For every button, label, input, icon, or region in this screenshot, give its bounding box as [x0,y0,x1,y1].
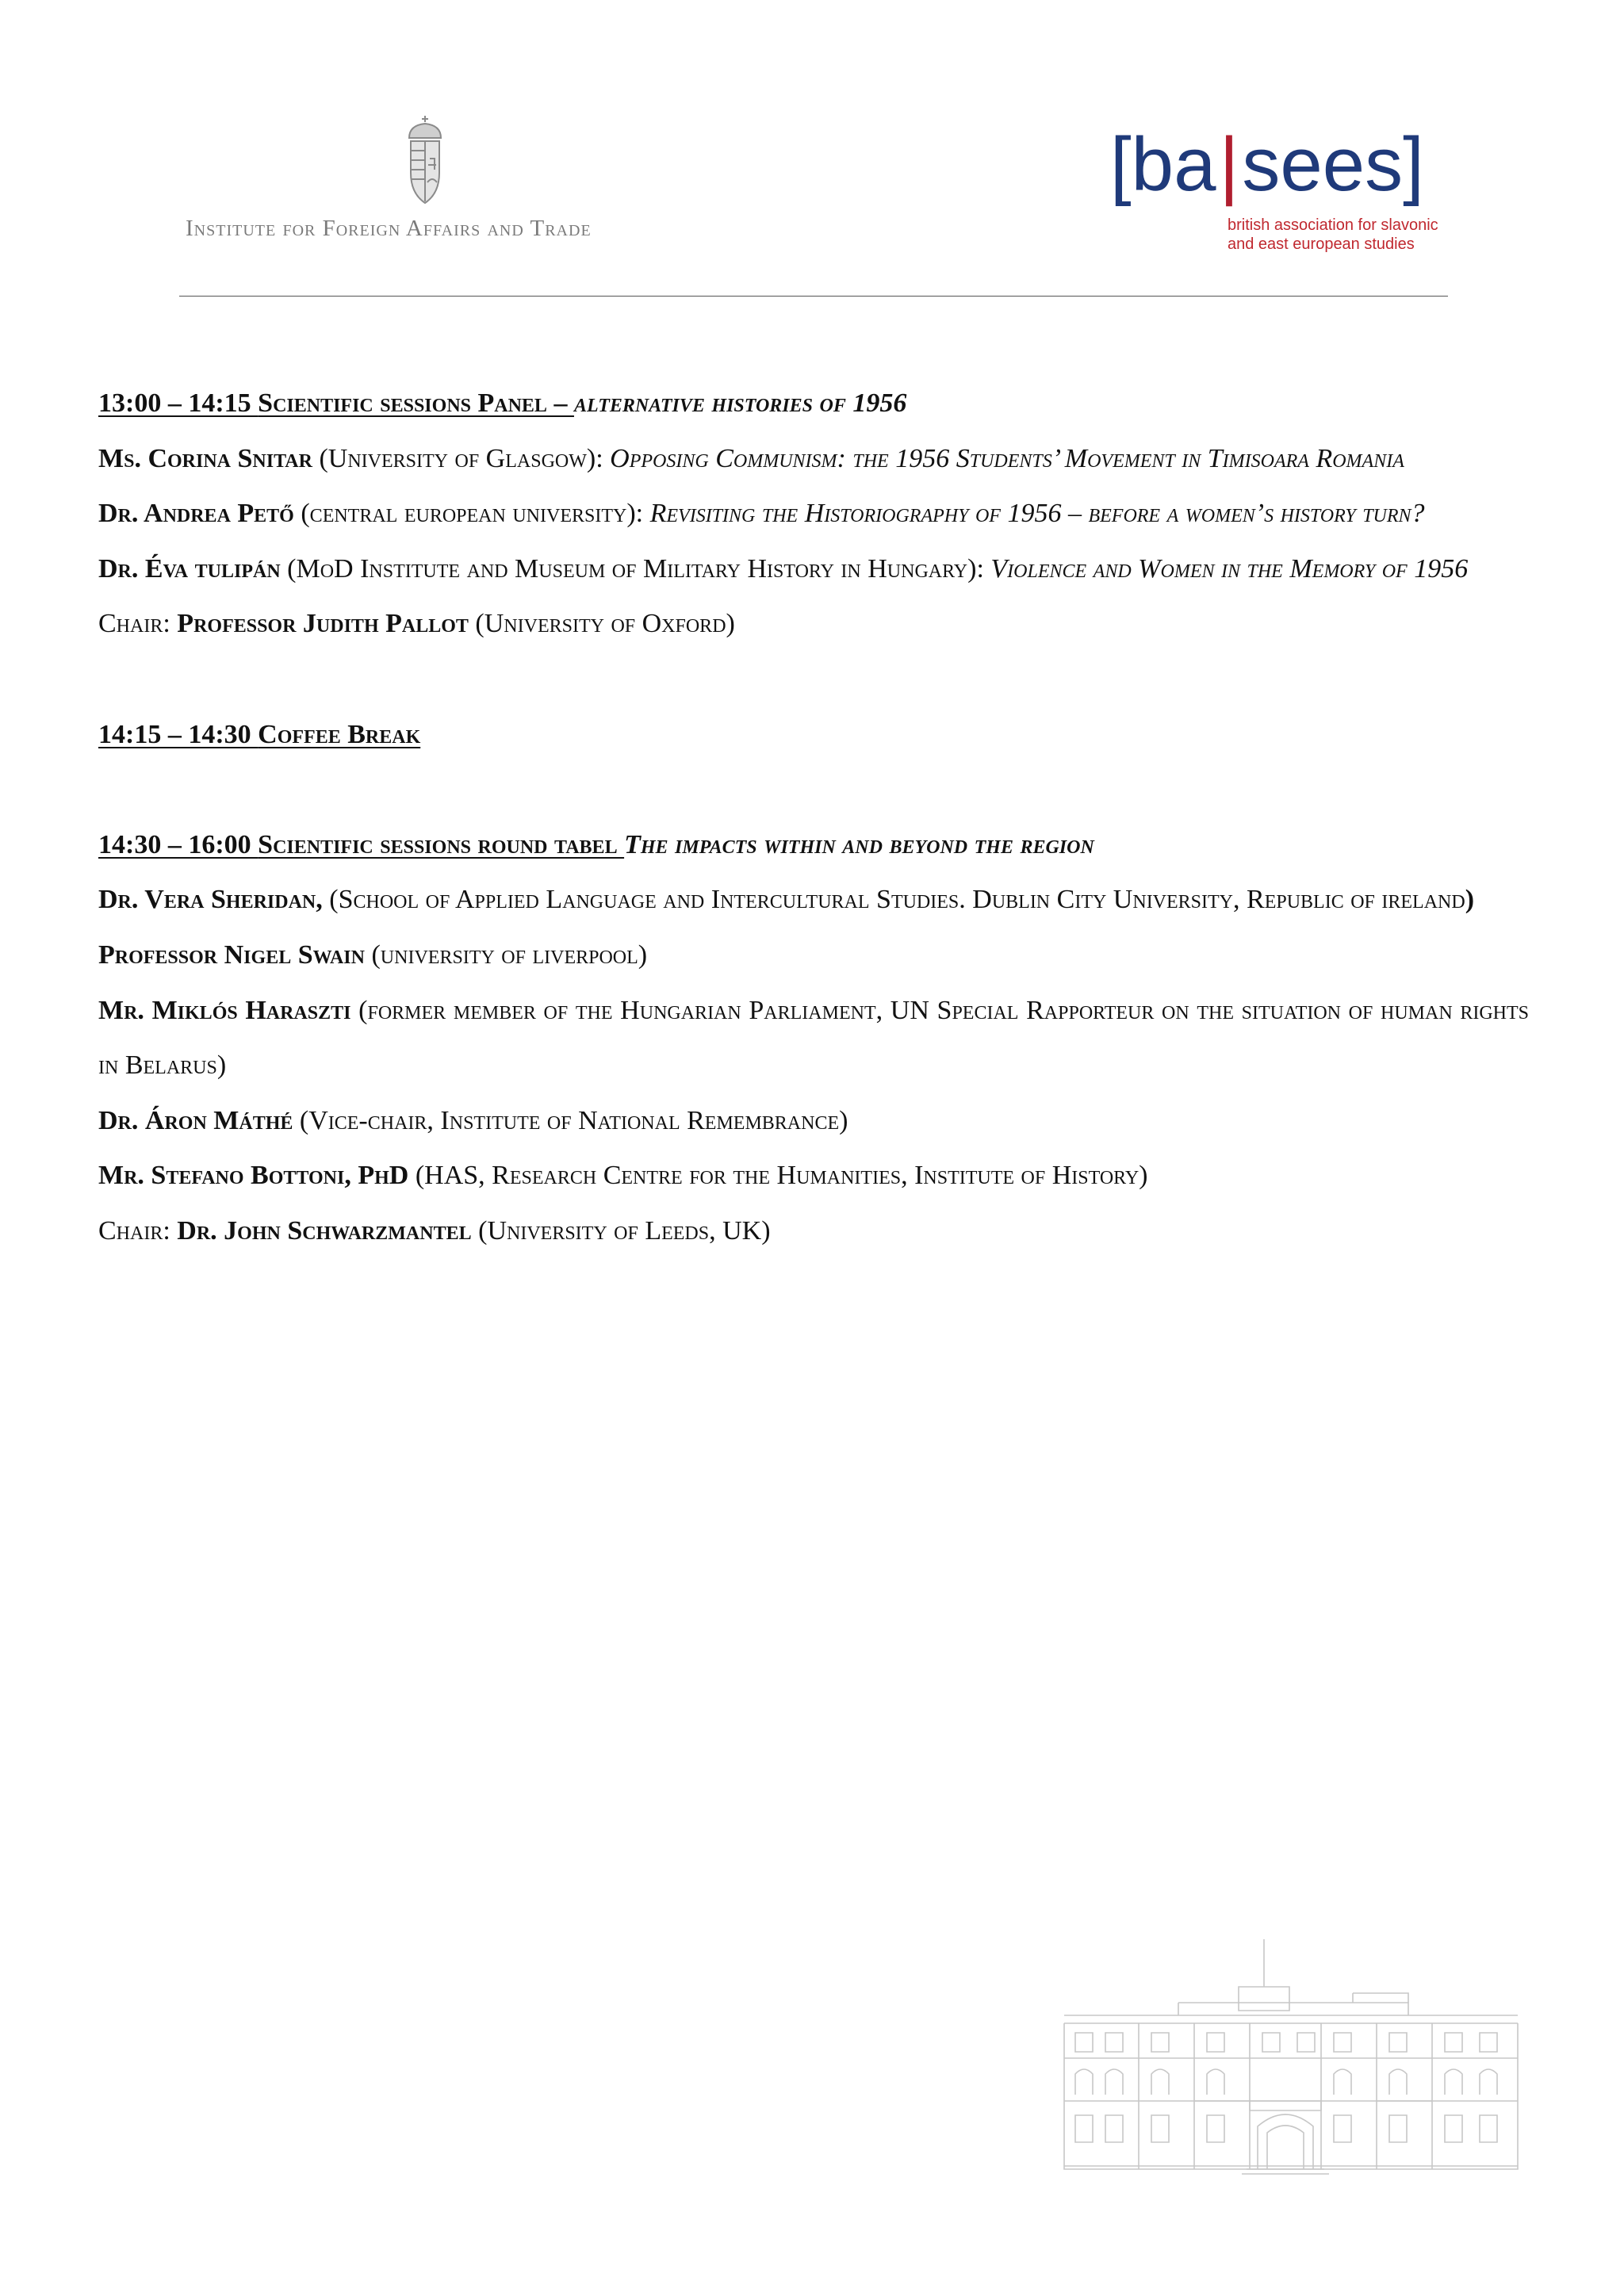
spacer [98,652,1529,707]
basees-bracket-open: [ [1110,122,1132,207]
session-1-heading [98,376,1529,431]
basees-logo [1110,117,1438,260]
session-2-theme: The impacts within and beyond the region [624,829,1094,859]
speaker-affiliation: (Vice-chair, Institute of National Remembrance) [293,1105,848,1135]
speaker-affiliation: (university of liverpool) [364,939,648,970]
speaker-name: Mr. Stefano Bottoni, PhD [98,1161,409,1191]
speaker-affiliation: (HAS, Research Centre for the Humanities, Institute of History) [408,1161,1148,1191]
chair-label: Chair: [98,1215,178,1246]
basees-part-ba: ba [1131,122,1216,207]
speaker-affiliation: (University of Glasgow): [312,443,611,473]
break-heading [98,707,1529,763]
speaker-affiliation: (central european university): [293,499,650,529]
session-1-speaker [98,431,1529,487]
chair-name: Dr. John Schwarzmantel [177,1215,472,1246]
speaker-name: Dr. Áron Máthé [98,1105,293,1135]
speaker-name: Dr. Andrea Pető [98,499,294,529]
session-2-speaker [98,1093,1529,1149]
speaker-name: Mr. Miklós Haraszti [98,995,351,1025]
session-2-speaker [98,928,1529,983]
break-title: Coffee Break [258,719,421,749]
session-2-title: Scientific sessions round tabel [258,829,625,859]
header-divider [179,296,1448,297]
session-1-chair [98,596,1529,652]
speaker-name: Ms. Corina Snitar [98,443,312,473]
session-2-chair [98,1203,1529,1259]
chair-affiliation: (University of Oxford) [468,609,735,639]
chair-affiliation: (University of Leeds, UK) [471,1215,771,1246]
session-1-title: Scientific sessions Panel – [258,388,574,418]
chair-label: Chair: [98,609,178,639]
session-1-time: 13:00 – 14:15 [98,388,259,418]
basees-part-sees: sees [1242,122,1404,207]
session-2-heading [98,817,1529,873]
session-1-speaker [98,541,1529,597]
session-2-speaker [98,1148,1529,1203]
break-time: 14:15 – 14:30 [98,719,259,749]
basees-bracket-close: ] [1403,122,1424,207]
basees-subtitle [1228,216,1438,254]
chair-name: Professor Judith Pallot [177,609,469,639]
session-2-time: 14:30 – 16:00 [98,829,259,859]
speaker-name: Dr. Vera Sheridan, [98,885,323,915]
building-watermark-image [1059,1939,1522,2177]
speaker-affiliation: (MoD Institute and Museum of Military History in Hungary): [280,553,991,584]
talk-title: Revisiting the Historiography of 1956 – before a women’s history turn? [649,499,1425,529]
hungarian-crest-logo [401,114,449,206]
speaker-name: Dr. Éva tulipán [98,553,281,584]
basees-subtitle-line2: and east european studies [1228,235,1415,253]
basees-wordmark [1110,117,1424,212]
session-1-theme: alternative histories of 1956 [573,388,907,418]
programme-content [98,376,1529,1259]
institute-name: Institute for Foreign Affairs and Trade [186,216,592,241]
speaker-name: Professor Nigel Swain [98,939,365,970]
talk-title: Violence and Women in the Memory of 1956 [990,553,1469,584]
speaker-affiliation: (School of Applied Language and Intercultural Studies. Dublin City University, Republic of ireland [322,885,1465,915]
session-1-speaker [98,486,1529,541]
closing-paren: ) [1465,885,1475,915]
talk-title: Opposing Communism: the 1956 Students’ Movement in Timisoara Romania [610,443,1404,473]
speaker-affiliation: (former member of the Hungarian Parliament, UN Special Rapporteur on the situation of human rights in Belarus) [98,995,1529,1081]
basees-divider: | [1219,122,1239,207]
basees-subtitle-line1: british association for slavonic [1228,216,1438,234]
session-2-speaker [98,983,1529,1093]
spacer [98,762,1529,817]
session-2-speaker [98,872,1529,928]
